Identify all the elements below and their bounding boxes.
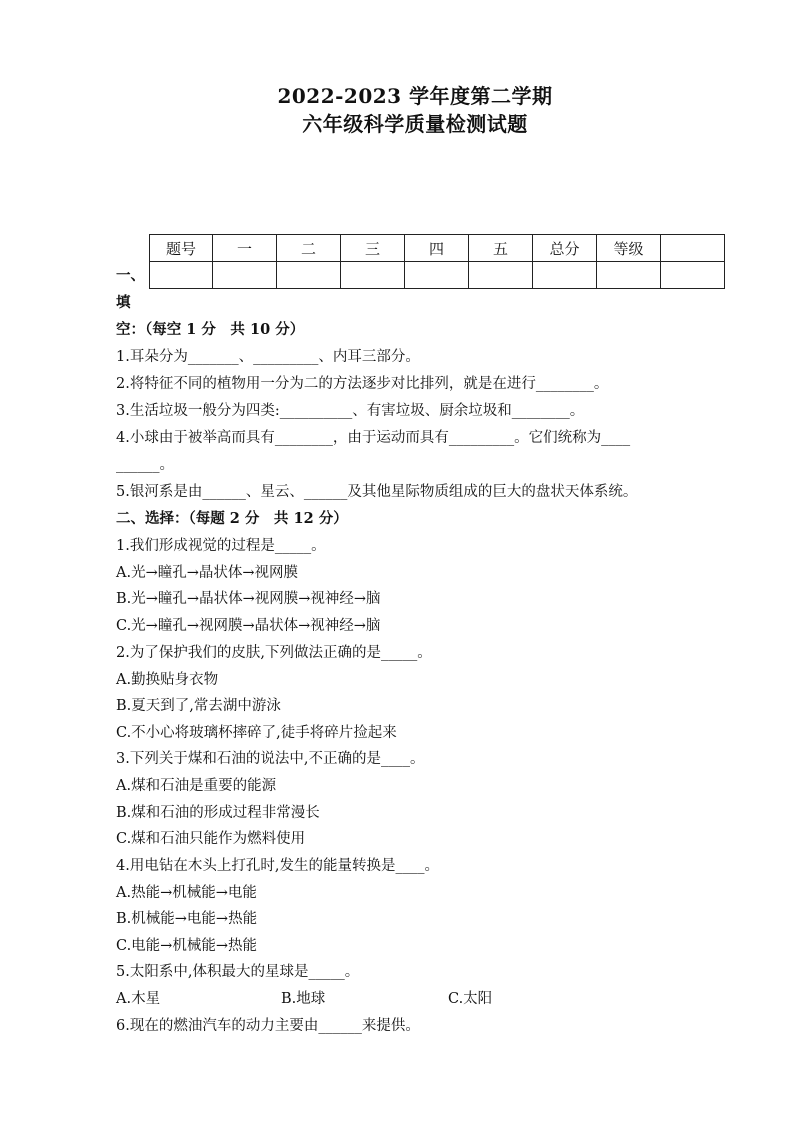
choice-line: 4.用电钻在木头上打孔时,发生的能量转换是____。 bbox=[116, 858, 439, 874]
q5-option-b: B.地球 bbox=[281, 991, 326, 1007]
score-blank-cell bbox=[213, 262, 277, 289]
section1-heading-part2: 填 bbox=[116, 294, 131, 311]
score-blank-cell bbox=[150, 262, 213, 289]
choice-line: B.煤和石油的形成过程非常漫长 bbox=[116, 805, 320, 821]
fill-question-3: 3.生活垃圾一般分为四类:__________、有害垃圾、厨余垃圾和________。 bbox=[116, 403, 585, 419]
score-blank-cell bbox=[533, 262, 597, 289]
choice-line: C.光→瞳孔→视网膜→晶状体→视神经→脑 bbox=[116, 618, 381, 634]
choice-line: B.光→瞳孔→晶状体→视网膜→视神经→脑 bbox=[116, 591, 381, 607]
score-blank-cell bbox=[469, 262, 533, 289]
choice-line: B.夏天到了,常去湖中游泳 bbox=[116, 698, 281, 714]
score-header-cell: 一 bbox=[213, 235, 277, 262]
score-header-cell: 总分 bbox=[533, 235, 597, 262]
choice-line: 1.我们形成视觉的过程是_____。 bbox=[116, 538, 326, 554]
fill-question-1: 1.耳朵分为_______、_________、内耳三部分。 bbox=[116, 349, 420, 365]
fill-question-4: 4.小球由于被举高而具有________，由于运动而具有_________。它们统称为____ bbox=[116, 430, 631, 446]
choice-line: A.光→瞳孔→晶状体→视网膜 bbox=[116, 565, 299, 581]
score-table-blank-row bbox=[150, 262, 725, 289]
choice-line: 2.为了保护我们的皮肤,下列做法正确的是_____。 bbox=[116, 645, 432, 661]
choice-line: A.热能→机械能→电能 bbox=[116, 885, 257, 901]
choice-line: A.煤和石油是重要的能源 bbox=[116, 778, 277, 794]
score-blank-cell bbox=[597, 262, 661, 289]
score-blank-cell bbox=[277, 262, 341, 289]
score-header-cell: 题号 bbox=[150, 235, 213, 262]
fill-question-2: 2.将特征不同的植物用一分为二的方法逐步对比排列，就是在进行________。 bbox=[116, 376, 609, 392]
section1-heading-part1: 一、 bbox=[116, 267, 145, 284]
choice-line: 3.下列关于煤和石油的说法中,不正确的是____。 bbox=[116, 751, 425, 767]
score-header-cell: 二 bbox=[277, 235, 341, 262]
score-header-cell: 等级 bbox=[597, 235, 661, 262]
choice-line: A.勤换贴身衣物 bbox=[116, 672, 219, 688]
q5-option-a: A.木星 bbox=[116, 991, 161, 1007]
fill-question-5: 5.银河系是由______、星云、______及其他星际物质组成的巨大的盘状天体系统。 bbox=[116, 484, 638, 500]
q5-option-c: C.太阳 bbox=[448, 991, 493, 1007]
choice-line: B.机械能→电能→热能 bbox=[116, 911, 258, 927]
score-header-cell: 三 bbox=[341, 235, 405, 262]
choice-question-6: 6.现在的燃油汽车的动力主要由______来提供。 bbox=[116, 1018, 420, 1034]
section2-heading: 二、选择：（每题 2 分 共 12 分） bbox=[116, 510, 348, 527]
choice-line: C.电能→机械能→热能 bbox=[116, 938, 257, 954]
score-blank-cell bbox=[341, 262, 405, 289]
section1-heading-part3: 空：（每空 1 分 共 10 分） bbox=[116, 321, 305, 338]
choice-line: C.煤和石油只能作为燃料使用 bbox=[116, 831, 306, 847]
score-table bbox=[149, 234, 725, 289]
score-blank-cell bbox=[405, 262, 469, 289]
score-blank-cell bbox=[661, 262, 725, 289]
choice-line: C.不小心将玻璃杯摔碎了,徒手将碎片捡起来 bbox=[116, 725, 397, 741]
fill-question-4-continued: ______。 bbox=[116, 457, 174, 473]
exam-title-line2: 六年级科学质量检测试题 bbox=[302, 112, 528, 136]
score-header-cell: 五 bbox=[469, 235, 533, 262]
score-header-cell bbox=[661, 235, 725, 262]
score-table-header-row bbox=[150, 235, 725, 262]
choice-line: 5.太阳系中,体积最大的星球是_____。 bbox=[116, 964, 360, 980]
score-header-cell: 四 bbox=[405, 235, 469, 262]
exam-title-line1: 2022-2023 学年度第二学期 bbox=[277, 84, 553, 108]
